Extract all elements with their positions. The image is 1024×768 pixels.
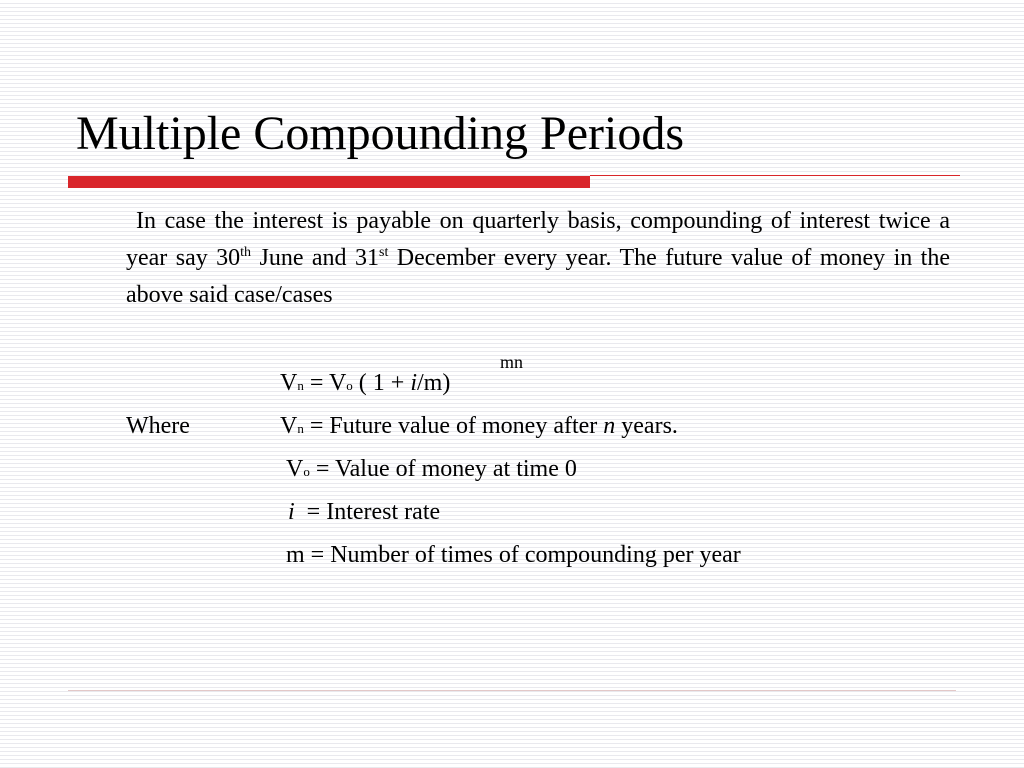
formula-lhs: V	[280, 370, 298, 396]
title-underline-red-bar	[68, 176, 590, 188]
vn-text-before: = Future value of money after	[309, 413, 604, 439]
definition-m: m = Number of times of compounding per year	[286, 542, 741, 568]
formula-lhs-subscript: n	[297, 378, 304, 393]
formula-rhs-subscript: o	[346, 378, 353, 393]
vo-subscript: o	[303, 464, 310, 479]
vo-symbol: V	[286, 456, 304, 482]
vn-text-after: years.	[615, 413, 678, 439]
intro-paragraph	[126, 203, 950, 314]
definition-vn	[280, 411, 678, 444]
paragraph-text-3: December every year. The future value of money in the above said case/cases	[126, 245, 950, 308]
vn-italic-n: n	[603, 413, 616, 439]
where-label: Where	[126, 413, 190, 439]
title-underline-thin-line	[590, 175, 960, 176]
formula-close: /m)	[416, 370, 451, 396]
slide-title: Multiple Compounding Periods	[76, 107, 685, 160]
paragraph-text-1: In case the interest is payable on quarterly basis, compounding of interest twice a year say 30	[126, 208, 950, 271]
formula	[280, 368, 450, 401]
formula-open: ( 1 +	[352, 370, 411, 396]
i-symbol: i	[288, 499, 295, 525]
footer-divider	[68, 690, 956, 691]
vn-symbol: V	[280, 413, 298, 439]
paragraph-text-2: June and 31	[251, 245, 379, 271]
definition-vo	[286, 454, 577, 487]
i-text: = Interest rate	[306, 499, 441, 525]
vn-subscript: n	[297, 421, 304, 436]
formula-equals: = V	[303, 370, 347, 396]
formula-exponent: mn	[500, 352, 524, 372]
superscript-st: st	[379, 245, 389, 260]
formula-rate: i	[410, 370, 417, 396]
superscript-th: th	[240, 245, 252, 260]
vo-text: = Value of money at time 0	[315, 456, 577, 482]
definition-i	[288, 497, 440, 527]
